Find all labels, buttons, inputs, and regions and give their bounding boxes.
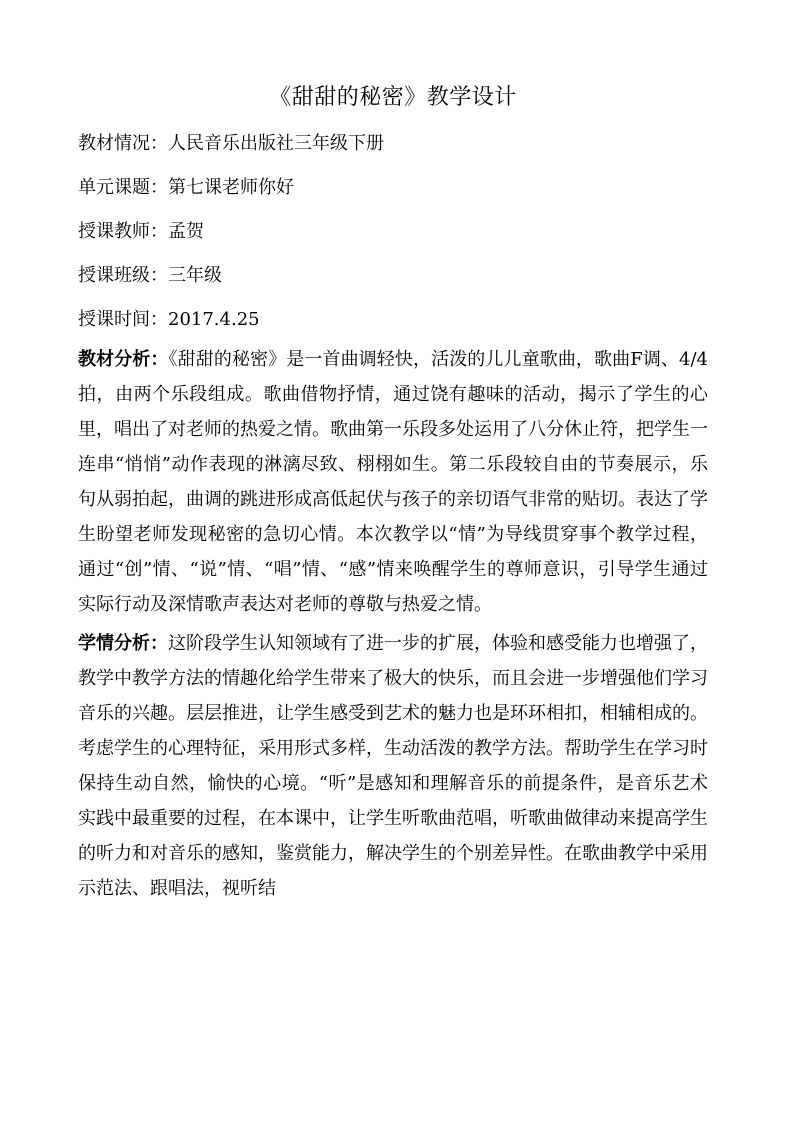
material-analysis-text: 《甜甜的秘密》是一首曲调轻快，活泼的儿儿童歌曲，歌曲F调、4/4拍，由两个乐段组成。歌曲借物抒情，通过饶有趣味的活动，揭示了学生的心里，唱出了对老师的热爱之情。歌曲第一乐段多处运用了八分休止符，把学生一连串“悄悄”动作表现的淋漓尽致、栩栩如生。第二乐段较自由的节奏展示，乐句从弱拍起，曲调的跳进形成高低起伏与孩子的亲切语气非常的贴切。表达了学生盼望老师发现秘密的急切心情。本次教学以“情”为导线贯穿事个教学过程，通过“创”情、“说”情、“唱”情、“感”情来唤醒学生的尊师意识，引导学生通过实际行动及深情歌声表达对老师的尊敬与热爱之情。 xyxy=(78,349,708,615)
info-value: 孟贺 xyxy=(168,221,204,242)
student-analysis-label: 学情分析： xyxy=(78,633,168,654)
info-label: 教材情况： xyxy=(78,133,168,154)
info-class xyxy=(78,254,708,298)
material-analysis-label: 教材分析： xyxy=(78,349,169,370)
info-value: 三年级 xyxy=(168,265,222,286)
material-analysis-paragraph xyxy=(78,342,708,622)
info-label: 授课班级： xyxy=(78,265,168,286)
info-unit-topic xyxy=(78,166,708,210)
info-label: 单元课题： xyxy=(78,177,168,198)
info-date xyxy=(78,298,708,342)
student-analysis-paragraph xyxy=(78,626,708,906)
document-title: 《甜甜的秘密》教学设计 xyxy=(269,85,517,110)
info-value: 2017.4.25 xyxy=(168,309,260,330)
info-value: 人民音乐出版社三年级下册 xyxy=(168,133,384,154)
info-label: 授课时间： xyxy=(78,309,168,330)
info-label: 授课教师： xyxy=(78,221,168,242)
student-analysis-text: 这阶段学生认知领域有了进一步的扩展，体验和感受能力也增强了，教学中教学方法的情趣化给学生带来了极大的快乐，而且会进一步增强他们学习音乐的兴趣。层层推进，让学生感受到艺术的魅力也是环环相扣，相辅相成的。考虑学生的心理特征，采用形式多样，生动活泼的教学方法。帮助学生在学习时保持生动自然，愉快的心境。“听”是感知和理解音乐的前提条件，是音乐艺术实践中最重要的过程，在本课中，让学生听歌曲范唱，听歌曲做律动来提高学生的听力和对音乐的感知，鉴赏能力，解决学生的个别差异性。在歌曲教学中采用示范法、跟唱法，视听结 xyxy=(78,633,708,899)
info-teacher xyxy=(78,210,708,254)
info-value: 第七课老师你好 xyxy=(168,177,294,198)
info-textbook xyxy=(78,122,708,166)
